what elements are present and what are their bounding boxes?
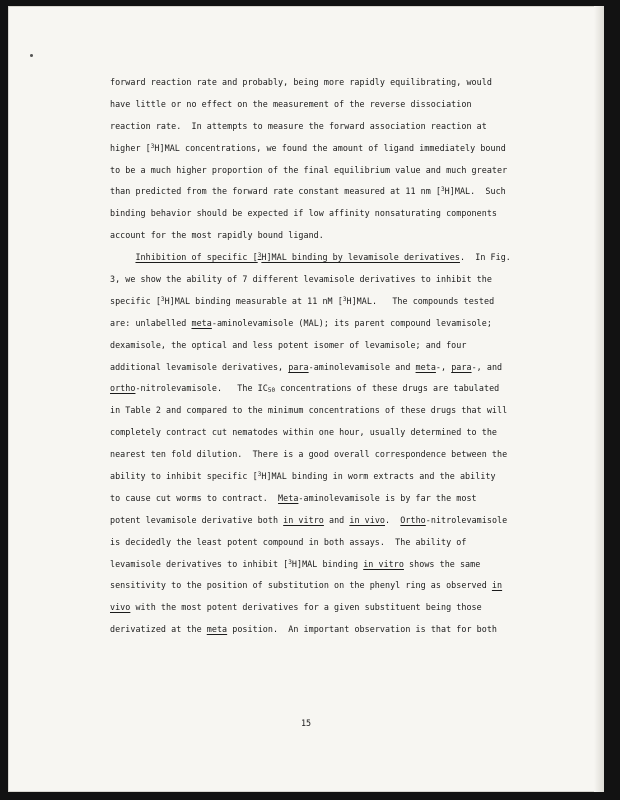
underlined-text: Ortho [400,514,426,525]
text-segment: -aminolevamisole is by far the most [298,492,477,503]
text-segment: derivatized at the [110,624,207,635]
body-text [110,72,566,641]
text-segment: with the most potent derivatives for a given substituent being those [130,602,482,613]
page-number: 15 [300,718,312,728]
text-segment: is decidedly the least potent compound in both assays. The ability of [110,536,467,547]
text-segment: -aminolevamisole (MAL); its parent compound levamisole; [211,317,492,328]
text-line [110,94,566,116]
text-line [110,510,566,532]
text-line [110,532,566,554]
text-segment: H]MAL. Such [444,186,506,197]
text-segment: nearest ten fold dilution. There is a good overall correspondence between the [110,449,508,460]
text-segment: H]MAL binding in worm extracts and the ability [261,471,496,482]
text-segment: -nitrolevamisole [425,514,508,525]
text-line [110,575,566,597]
underlined-text: H]MAL binding by levamisole derivatives [261,252,460,263]
text-segment: . [385,514,401,525]
superscript: 3 [288,558,292,566]
text-line [110,488,566,510]
underlined-text: in vitro [283,514,324,525]
text-segment: forward reaction rate and probably, being more rapidly equilibrating, would [110,77,492,87]
text-segment: -nitrolevamisole. The IC [135,383,268,394]
text-line [110,138,566,160]
text-segment: in Table 2 and compared to the minimum concentrations of these drugs that will [110,405,508,416]
text-segment: shows the same [403,558,481,569]
text-line [110,313,566,335]
superscript: 3 [257,471,262,479]
text-line [110,335,566,357]
text-segment: higher [ [110,142,151,153]
superscript: 3 [160,295,165,303]
text-line [110,291,566,313]
text-segment: specific [ [110,295,161,306]
underlined-text: para [451,361,472,372]
text-line [110,619,566,641]
text-line [110,160,566,182]
text-segment: H]MAL concentrations, we found the amount of ligand immediately bound [154,142,506,153]
text-segment: sensitivity to the position of substitution on the phenyl ring as observed [110,580,492,591]
text-line [110,422,566,444]
text-segment: are: unlabelled [110,317,192,328]
text-segment: to cause cut worms to contract. [110,492,279,503]
underlined-text: ortho [110,383,136,394]
text-line [110,597,566,619]
document-page [8,6,604,792]
text-line [110,72,566,94]
underlined-text: in [491,580,503,591]
superscript: 3 [257,252,262,260]
subscript: 50 [267,387,276,395]
underlined-text: meta [415,361,436,372]
text-line [110,444,566,466]
text-line [110,181,566,203]
text-segment: reaction rate. In attempts to measure the forward association reaction at [110,120,487,131]
text-line [110,247,566,269]
text-segment: ability to inhibit specific [ [110,471,258,482]
text-segment: and [323,514,350,525]
text-segment: . In Fig. [459,252,511,263]
text-segment: -, [435,361,452,372]
page-edge-shadow [594,6,604,792]
text-segment: levamisole derivatives to inhibit [ [110,558,289,569]
text-segment: additional levamisole derivatives, [110,361,289,372]
text-segment: binding behavior should be expected if low affinity nonsaturating components [110,208,498,219]
text-segment: H]MAL. The compounds tested [346,295,495,306]
text-segment: account for the most rapidly bound ligand. [110,230,324,241]
paper-speck [30,54,33,57]
text-segment: H]MAL binding [291,558,364,569]
text-segment: completely contract cut nematodes within one hour, usually determined to the [110,427,498,438]
text-segment: position. An important observation is that for both [227,624,498,635]
text-segment: have little or no effect on the measurement of the reverse dissociation [110,98,472,109]
text-line [110,357,566,379]
superscript: 3 [342,295,347,303]
underlined-text: meta [191,317,212,328]
superscript: 3 [150,142,155,150]
underlined-text: Inhibition of specific [ [135,252,258,263]
text-segment: to be a much higher proportion of the final equilibrium value and much greater [110,164,508,175]
text-segment: -aminolevamisole and [308,361,416,372]
text-segment: dexamisole, the optical and less potent isomer of levamisole; and four [110,339,467,350]
text-segment: -, and [471,361,503,372]
text-line [110,554,566,576]
underlined-text: in vivo [349,514,386,525]
underlined-text: vivo [110,602,131,613]
text-segment: potent levamisole derivative both [110,514,284,525]
text-line [110,116,566,138]
text-segment: 3, we show the ability of 7 different levamisole derivatives to inhibit the [110,274,492,285]
underlined-text: meta [206,624,228,635]
text-line [110,203,566,225]
text-line [110,466,566,488]
underlined-text: in vitro [363,558,404,569]
text-line [110,400,566,422]
underlined-text: para [288,361,309,372]
text-segment: than predicted from the forward rate constant measured at 11 nm [ [110,186,441,197]
text-line [110,378,566,400]
underlined-text: Meta [278,492,299,503]
superscript: 3 [441,186,445,194]
text-segment [110,252,135,262]
text-segment: H]MAL binding measurable at 11 nM [ [164,295,343,306]
text-line [110,225,566,247]
text-line [110,269,566,291]
text-segment: concentrations of these drugs are tabulated [275,383,500,394]
